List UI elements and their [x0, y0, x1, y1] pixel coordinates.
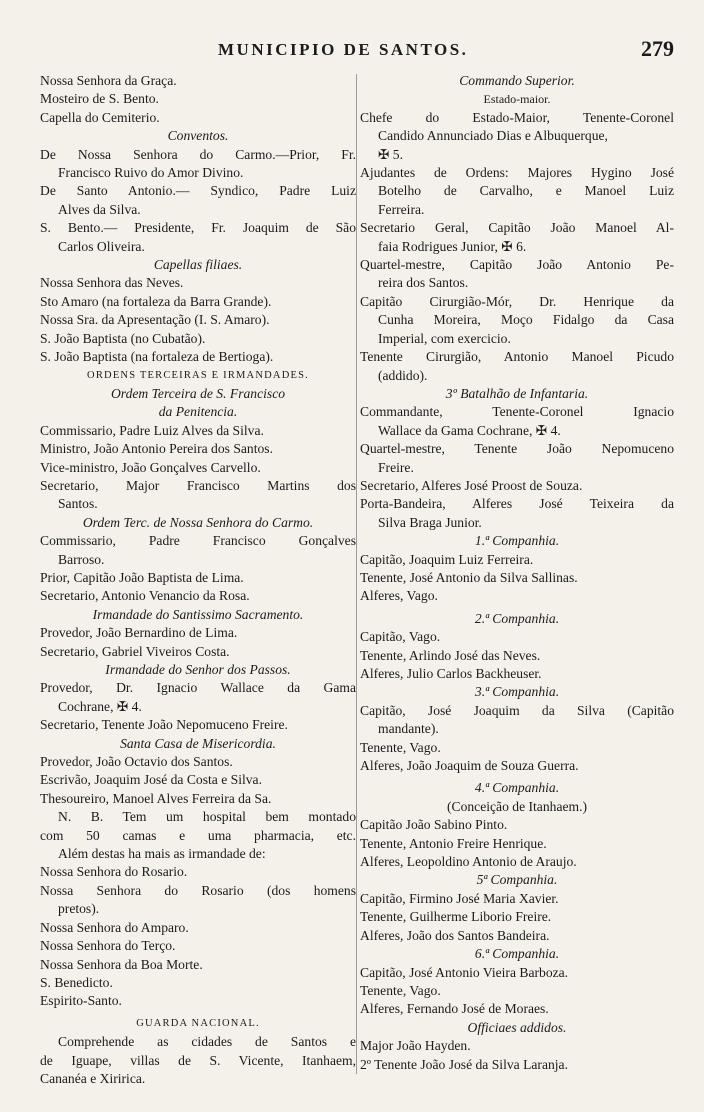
text-line: Alferes, Leopoldino Antonio de Araujo. [360, 854, 577, 870]
text-line: Commissario, Padre Luiz Alves da Silva. [40, 422, 264, 438]
text-line: Thesoureiro, Manoel Alves Ferreira da Sa. [40, 790, 272, 806]
text-line: Alferes, Vago. [360, 588, 438, 604]
text-line: Provedor, João Bernardino de Lima. [40, 625, 238, 641]
text-line: Ministro, João Antonio Pereira dos Santos. [40, 441, 273, 457]
text-line: Espirito-Santo. [40, 993, 122, 1009]
page-header [0, 36, 704, 66]
text-line: Imperial, com exercicio. [378, 330, 511, 346]
section-heading: 5ª Companhia. [476, 872, 558, 888]
text-line: Sto Amaro (na fortaleza da Barra Grande). [40, 293, 272, 309]
text-line: Capella do Cemiterio. [40, 109, 160, 125]
text-line: Wallace da Gama Cochrane, ✠ 4. [378, 422, 561, 438]
text-line: faia Rodrigues Junior, ✠ 6. [378, 238, 527, 254]
text-line: Provedor, João Octavio dos Santos. [40, 754, 233, 770]
text-line: Nossa Senhora das Neves. [40, 275, 184, 291]
text-line: Commissario, Padre Francisco Gonçalves [40, 533, 356, 549]
text-line: Secretario, Gabriel Viveiros Costa. [40, 643, 230, 659]
text-line: Quartel-mestre, Capitão João Antonio Pe- [360, 257, 674, 273]
section-heading: 2.ª Companhia. [474, 610, 560, 626]
text-line: Commandante, Tenente-Coronel Ignacio [360, 404, 674, 420]
text-line: Tenente, José Antonio da Silva Sallinas. [360, 569, 578, 585]
text-line: reira dos Santos. [378, 275, 469, 291]
text-line: Provedor, Dr. Ignacio Wallace da Gama [40, 680, 356, 696]
text-line: Prior, Capitão João Baptista de Lima. [40, 569, 244, 585]
text-line: Alferes, Fernando José de Moraes. [360, 1001, 549, 1017]
section-heading: Commando Superior. [459, 73, 575, 88]
text-line: com 50 camas e uma pharmacia, etc. [40, 827, 356, 843]
text-line: Capitão Cirurgião-Mór, Dr. Henrique da [360, 293, 674, 309]
text-line: Secretario Geral, Capitão João Manoel Al- [360, 220, 674, 236]
text-line: N. B. Tem um hospital bem montado [58, 809, 356, 825]
text-line: Major João Hayden. [360, 1038, 471, 1054]
text-line: Alferes, João dos Santos Bandeira. [360, 927, 550, 943]
section-heading: 1.ª Companhia. [474, 533, 560, 549]
section-heading: Capellas filiaes. [153, 257, 243, 273]
text-line: Tenente, Antonio Freire Henrique. [360, 835, 547, 851]
text-line: pretos). [58, 901, 100, 917]
text-line: Nossa Senhora do Rosario (dos homens [40, 882, 356, 898]
section-heading: Conventos. [167, 128, 229, 144]
section-heading: Officiaes addidos. [467, 1019, 567, 1035]
text-line: S. João Baptista (no Cubatão). [40, 330, 206, 346]
text-line: Cunha Moreira, Moço Fidalgo da Casa [378, 312, 674, 328]
text-line: Mosteiro de S. Bento. [40, 91, 159, 107]
text-line: Comprehende as cidades de Santos e [58, 1034, 356, 1050]
section-heading: 3.ª Companhia. [474, 684, 560, 700]
section-heading: Ordem Terceira de S. Francisco [110, 385, 286, 401]
section-heading: 3º Batalhão de Infantaria. [445, 385, 589, 401]
text-line: Secretario, Antonio Venancio da Rosa. [40, 588, 250, 604]
text-line: Candido Annunciado Dias e Albuquerque, [378, 128, 608, 144]
text-line: Quartel-mestre, Tenente João Nepomuceno [360, 441, 674, 457]
text-line: Nossa Senhora do Rosario. [40, 864, 188, 880]
text-line: de Iguape, villas de S. Vicente, Itanhaem, [40, 1052, 356, 1068]
section-heading: GUARDA NACIONAL. [136, 1017, 260, 1029]
text-line: Alferes, Julio Carlos Backheuser. [360, 666, 542, 681]
text-line: Silva Braga Junior. [378, 514, 482, 530]
text-line: Capitão, José Joaquim da Silva (Capitão [360, 702, 674, 718]
text-line: Nossa Senhora do Amparo. [40, 919, 189, 935]
text-line: Capitão, José Antonio Vieira Barboza. [360, 964, 569, 980]
text-line: De Nossa Senhora do Carmo.—Prior, Fr. [40, 146, 356, 162]
text-line: Nossa Sra. da Apresentação (I. S. Amaro). [40, 312, 270, 328]
text-line: Ferreira. [378, 201, 425, 217]
text-line: Vice-ministro, João Gonçalves Carvello. [40, 459, 261, 475]
text-line: Tenente, Guilherme Liborio Freire. [360, 909, 552, 925]
text-line: Alferes, João Joaquim de Souza Guerra. [360, 758, 579, 774]
text-line: Além destas ha mais as irmandade de: [58, 846, 266, 862]
text-line: Secretario, Alferes José Proost de Souza. [360, 477, 583, 493]
text-line: Secretario, Major Francisco Martins dos [40, 477, 356, 493]
text-line: Ajudantes de Ordens: Majores Hygino José [360, 165, 674, 181]
text-line: Freire. [378, 459, 414, 475]
text-line: mandante). [378, 721, 439, 737]
text-line: De Santo Antonio.— Syndico, Padre Luiz [40, 183, 356, 199]
section-heading: (Conceição de Itanhaem.) [446, 798, 588, 814]
text-line: Capitão, Vago. [360, 629, 441, 645]
column-divider [356, 74, 357, 1074]
page-number: 279 [641, 36, 674, 61]
text-line: Cananéa e Xiririca. [40, 1070, 146, 1086]
section-heading: Ordem Terc. de Nossa Senhora do Carmo. [82, 514, 314, 530]
text-line: Tenente, Arlindo José das Neves. [360, 647, 541, 663]
section-heading: Irmandade do Santissimo Sacramento. [92, 606, 304, 622]
text-line: Tenente, Vago. [360, 739, 441, 755]
text-line: Nossa Senhora da Boa Morte. [40, 956, 203, 972]
section-heading: ORDENS TERCEIRAS E IRMANDADES. [87, 369, 309, 381]
text-line: Porta-Bandeira, Alferes José Teixeira da [360, 496, 674, 512]
text-line: Secretario, Tenente João Nepomuceno Freire. [40, 717, 288, 733]
text-line: ✠ 5. [378, 146, 403, 162]
text-line: Capitão, Joaquim Luiz Ferreira. [360, 551, 534, 567]
text-line: Carlos Oliveira. [58, 238, 145, 254]
text-line: Chefe do Estado-Maior, Tenente-Coronel [360, 109, 674, 125]
text-line: Tenente, Vago. [360, 982, 441, 998]
text-line: Alves da Silva. [58, 201, 141, 217]
text-line: Capitão, Firmino José Maria Xavier. [360, 890, 559, 906]
text-line: S. Bento.— Presidente, Fr. Joaquim de São [40, 220, 356, 236]
section-heading: Irmandade do Senhor dos Passos. [105, 662, 291, 677]
right-column [360, 72, 674, 1074]
text-line: S. Benedicto. [40, 974, 113, 990]
text-line: Nossa Senhora do Terço. [40, 938, 176, 954]
left-column [40, 72, 356, 1088]
text-line: S. João Baptista (na fortaleza de Bertioga). [40, 349, 274, 365]
section-heading: da Penitencia. [158, 404, 238, 420]
text-line: Francisco Ruivo do Amor Divino. [58, 165, 244, 181]
section-heading: Estado-maior. [483, 92, 551, 107]
text-line: (addido). [378, 367, 428, 383]
text-line: Tenente Cirurgião, Antonio Manoel Picudo [360, 349, 674, 365]
text-line: Botelho de Carvalho, e Manoel Luiz [378, 183, 674, 199]
section-heading: 6.ª Companhia. [474, 946, 560, 962]
text-line: 2º Tenente João José da Silva Laranja. [360, 1056, 568, 1072]
text-line: Cochrane, ✠ 4. [58, 698, 142, 714]
text-line: Nossa Senhora da Graça. [40, 73, 177, 88]
section-heading: Santa Casa de Misericordia. [120, 735, 276, 751]
text-line: Escrivão, Joaquim José da Costa e Silva. [40, 772, 262, 788]
section-heading: 4.ª Companhia. [474, 780, 560, 796]
text-line: Barroso. [58, 551, 105, 567]
text-line: Capitão João Sabino Pinto. [360, 817, 508, 833]
text-line: Santos. [58, 496, 98, 512]
page-title: MUNICIPIO DE SANTOS. [218, 40, 469, 59]
